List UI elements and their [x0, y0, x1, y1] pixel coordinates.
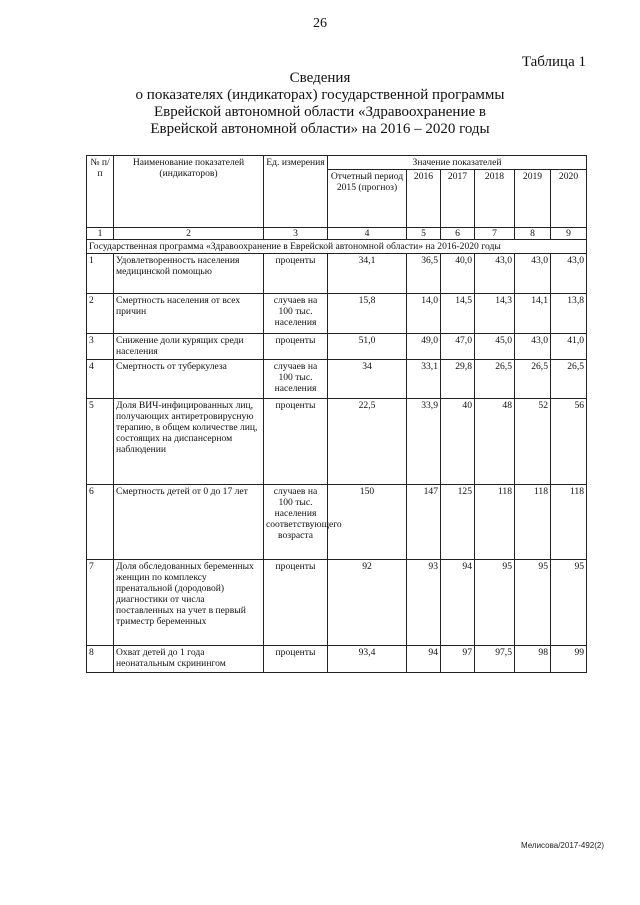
- header-year: 2016: [407, 170, 441, 228]
- row-base-value: 51,0: [328, 334, 407, 360]
- row-value-2018: 45,0: [475, 334, 515, 360]
- row-value-2019: 118: [515, 485, 551, 560]
- row-value-2018: 97,5: [475, 646, 515, 673]
- row-value-2017: 14,5: [441, 294, 475, 334]
- row-value-2019: 14,1: [515, 294, 551, 334]
- heading-line: Сведения: [289, 70, 351, 86]
- column-number: 4: [328, 228, 407, 240]
- program-title: Государственная программа «Здравоохранение в Еврейской автономной области» на 2016-2020 годы: [87, 240, 587, 254]
- row-value-2016: 33,1: [407, 360, 441, 399]
- row-unit: случаев на 100 тыс. населения соответствующего возраста: [264, 485, 328, 560]
- row-value-2016: 147: [407, 485, 441, 560]
- column-number: 5: [407, 228, 441, 240]
- row-name: Доля ВИЧ-инфицированных лиц, получающих антиретровирусную терапию, в общем количестве лиц, состоящих на диспансерном наблюдении: [114, 399, 264, 485]
- column-number: 7: [475, 228, 515, 240]
- header-values-group: Значение показателей: [328, 156, 587, 170]
- row-num: 7: [87, 560, 114, 646]
- row-value-2016: 14,0: [407, 294, 441, 334]
- row-value-2020: 13,8: [551, 294, 587, 334]
- row-num: 2: [87, 294, 114, 334]
- row-value-2016: 93: [407, 560, 441, 646]
- indicators-table: [86, 155, 587, 673]
- row-value-2016: 49,0: [407, 334, 441, 360]
- table-row: [87, 399, 587, 485]
- row-unit: случаев на 100 тыс. населения: [264, 360, 328, 399]
- row-name: Смертность населения от всех причин: [114, 294, 264, 334]
- row-value-2018: 26,5: [475, 360, 515, 399]
- column-number: 9: [551, 228, 587, 240]
- row-base-value: 22,5: [328, 399, 407, 485]
- row-name: Удовлетворенность населения медицинской помощью: [114, 254, 264, 294]
- program-row: [87, 240, 587, 254]
- row-value-2020: 43,0: [551, 254, 587, 294]
- row-value-2018: 118: [475, 485, 515, 560]
- header-name: Наименование показателей (индикаторов): [114, 156, 264, 228]
- header-num: № п/п: [87, 156, 114, 228]
- column-number-row: [87, 228, 587, 240]
- table-row: [87, 360, 587, 399]
- row-num: 1: [87, 254, 114, 294]
- table-row: [87, 254, 587, 294]
- heading-line: Еврейской автономной области «Здравоохранение в: [154, 104, 486, 120]
- row-value-2017: 97: [441, 646, 475, 673]
- row-value-2019: 95: [515, 560, 551, 646]
- header-year: 2020: [551, 170, 587, 228]
- row-value-2017: 94: [441, 560, 475, 646]
- row-value-2017: 47,0: [441, 334, 475, 360]
- row-value-2017: 40: [441, 399, 475, 485]
- row-unit: случаев на 100 тыс. населения: [264, 294, 328, 334]
- row-num: 3: [87, 334, 114, 360]
- row-value-2017: 40,0: [441, 254, 475, 294]
- table-row: [87, 485, 587, 560]
- row-value-2016: 94: [407, 646, 441, 673]
- row-unit: проценты: [264, 560, 328, 646]
- row-value-2019: 43,0: [515, 254, 551, 294]
- row-value-2020: 118: [551, 485, 587, 560]
- table-label: Таблица 1: [521, 54, 586, 70]
- row-unit: проценты: [264, 254, 328, 294]
- header-unit: Ед. измерения: [264, 156, 328, 228]
- row-value-2020: 95: [551, 560, 587, 646]
- column-number: 3: [264, 228, 328, 240]
- column-number: 1: [87, 228, 114, 240]
- row-base-value: 150: [328, 485, 407, 560]
- page-number: 26: [313, 16, 327, 31]
- row-name: Охват детей до 1 года неонатальным скринингом: [114, 646, 264, 673]
- row-value-2018: 48: [475, 399, 515, 485]
- row-value-2020: 26,5: [551, 360, 587, 399]
- row-name: Смертность детей от 0 до 17 лет: [114, 485, 264, 560]
- row-name: Снижение доли курящих среди населения: [114, 334, 264, 360]
- row-base-value: 15,8: [328, 294, 407, 334]
- header-year: 2017: [441, 170, 475, 228]
- row-value-2018: 43,0: [475, 254, 515, 294]
- table-row: [87, 294, 587, 334]
- column-number: 8: [515, 228, 551, 240]
- row-value-2016: 36,5: [407, 254, 441, 294]
- row-value-2018: 95: [475, 560, 515, 646]
- row-value-2019: 52: [515, 399, 551, 485]
- row-value-2018: 14,3: [475, 294, 515, 334]
- header-base-period: Отчетный период 2015 (прогноз): [328, 170, 407, 228]
- row-base-value: 92: [328, 560, 407, 646]
- table-row: [87, 646, 587, 673]
- column-number: 2: [114, 228, 264, 240]
- row-value-2017: 125: [441, 485, 475, 560]
- row-unit: проценты: [264, 399, 328, 485]
- table-row: [87, 560, 587, 646]
- row-num: 4: [87, 360, 114, 399]
- row-num: 6: [87, 485, 114, 560]
- row-name: Смертность от туберкулеза: [114, 360, 264, 399]
- row-base-value: 93,4: [328, 646, 407, 673]
- document-code: Мелисова/2017-492(2): [520, 841, 604, 850]
- heading: [0, 70, 640, 138]
- table-row: [87, 334, 587, 360]
- row-num: 8: [87, 646, 114, 673]
- header-year: 2019: [515, 170, 551, 228]
- header-year: 2018: [475, 170, 515, 228]
- row-name: Доля обследованных беременных женщин по комплексу пренатальной (дородовой) диагностики от числа поставленных на учет в первый триместр беременных: [114, 560, 264, 646]
- row-base-value: 34: [328, 360, 407, 399]
- row-value-2020: 99: [551, 646, 587, 673]
- heading-line: Еврейской автономной области» на 2016 – 2020 годы: [150, 121, 490, 137]
- row-value-2019: 43,0: [515, 334, 551, 360]
- row-base-value: 34,1: [328, 254, 407, 294]
- row-value-2017: 29,8: [441, 360, 475, 399]
- row-unit: проценты: [264, 334, 328, 360]
- row-value-2019: 98: [515, 646, 551, 673]
- row-value-2020: 41,0: [551, 334, 587, 360]
- heading-line: о показателях (индикаторах) государственной программы: [135, 87, 505, 103]
- column-number: 6: [441, 228, 475, 240]
- row-value-2019: 26,5: [515, 360, 551, 399]
- row-num: 5: [87, 399, 114, 485]
- row-value-2020: 56: [551, 399, 587, 485]
- row-value-2016: 33,9: [407, 399, 441, 485]
- row-unit: проценты: [264, 646, 328, 673]
